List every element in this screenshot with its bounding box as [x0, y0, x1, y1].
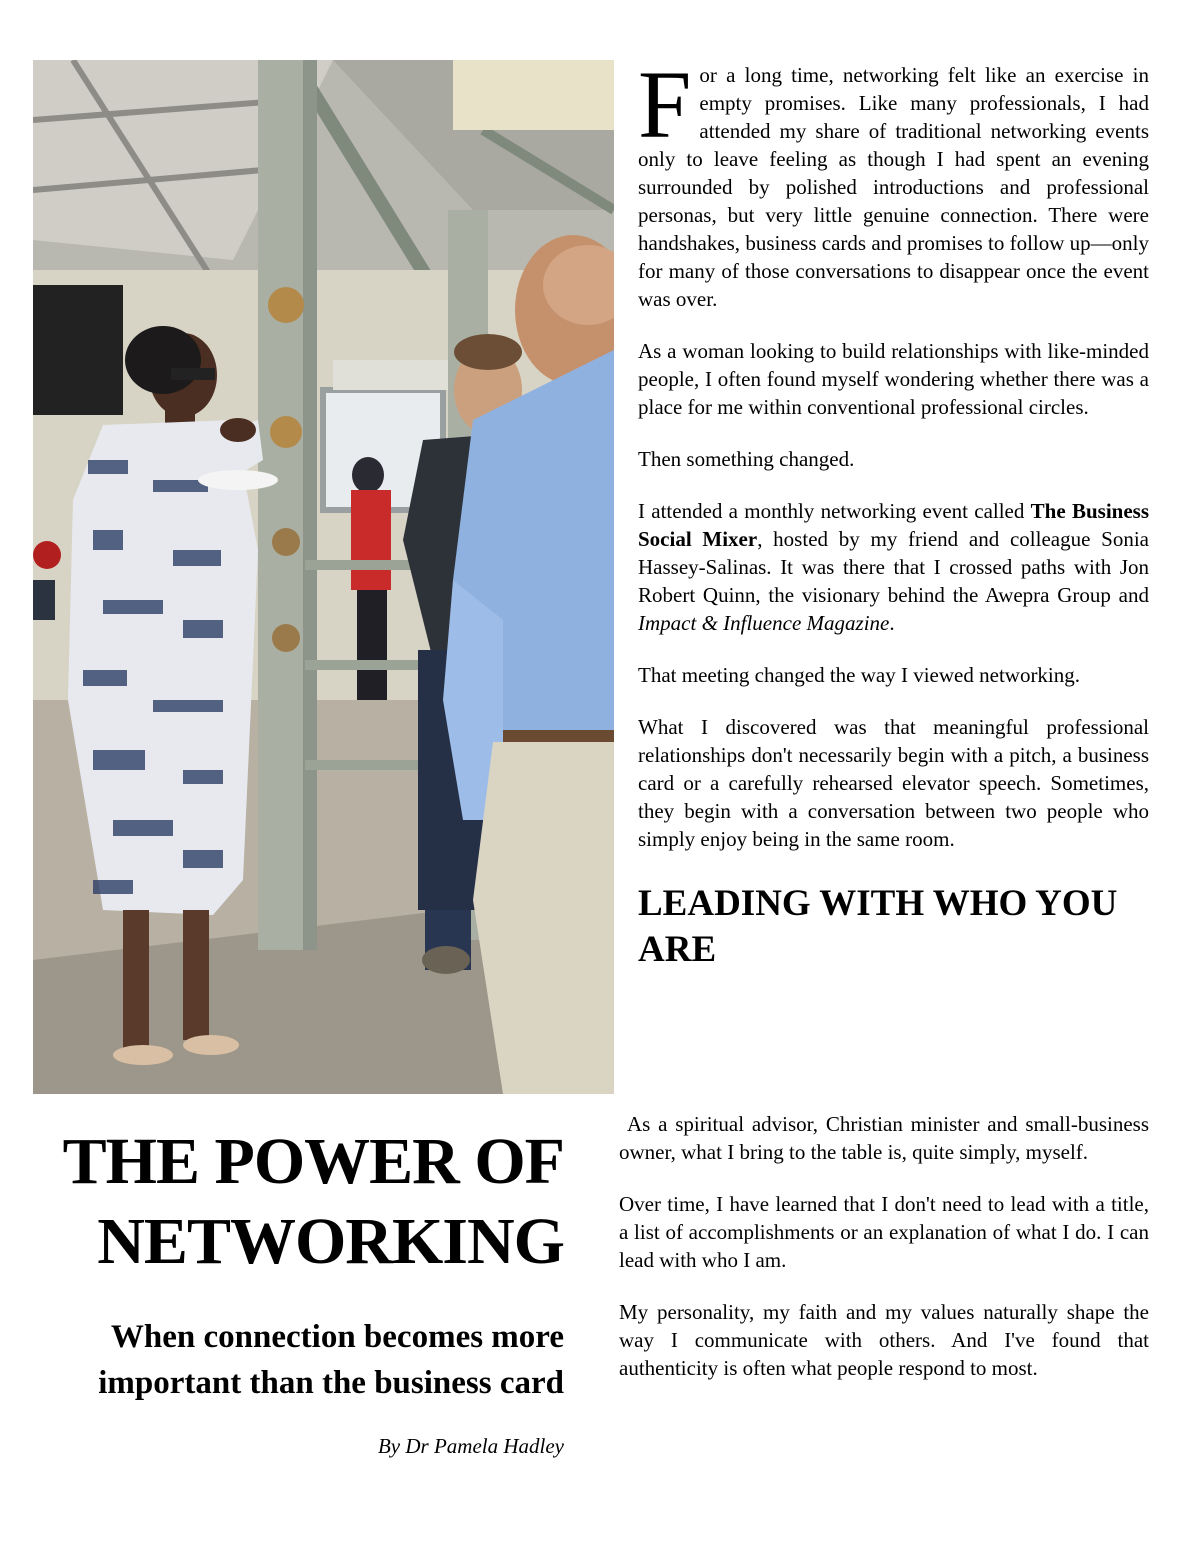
networking-photo-illustration — [33, 60, 614, 1094]
paragraph-4-part-e: . — [889, 611, 895, 635]
paragraph-9: My personality, my faith and my values naturally shape the way I communicate with others. And I've found that authenticity is often what people respond to most. — [619, 1300, 1149, 1380]
intro-text: or a long time, networking felt like an exercise in empty promises. Like many professionals, I had attended my share of traditional networking events only to leave feeling as though I had spent an evening surrounded by polished introductions and professional personas, but very little genuine connection. There were handshakes, business cards and promises to follow up—only for many of those conversations to disappear once the event was over. — [638, 63, 1149, 311]
paragraph-4 — [638, 497, 1149, 637]
article-subtitle: When connection becomes more important than the business card — [98, 1319, 564, 1401]
article-photo — [33, 60, 614, 1094]
paragraph-4-part-a: I attended a monthly networking event called — [638, 499, 1031, 523]
paragraph-5: That meeting changed the way I viewed networking. — [638, 663, 1081, 687]
section-subhead: LEADING WITH WHO YOU ARE — [638, 883, 1118, 970]
magazine-name: Impact & Influence Magazine — [638, 611, 890, 635]
paragraph-7: As a spiritual advisor, Christian minister and small-business owner, what I bring to the table is, quite simply, myself. — [619, 1112, 1149, 1164]
article-title: THE POWER OF NETWORKING — [62, 1125, 564, 1278]
paragraph-8: Over time, I have learned that I don't need to lead with a title, a list of accomplishments or an explanation of what I do. I can lead with who I am. — [619, 1192, 1149, 1272]
event-name: The Business Social Mixer — [638, 499, 1149, 551]
drop-cap: F — [638, 51, 692, 158]
intro-paragraph — [638, 51, 1149, 313]
paragraph-6: What I discovered was that meaningful professional relationships don't necessarily begin with a pitch, a business card or a carefully rehearsed elevator speech. Sometimes, they begin with a conversation between two people who simply enjoy being in the same room. — [638, 715, 1149, 851]
paragraph-2: As a woman looking to build relationships with like-minded people, I often found myself wondering whether there was a place for me within conventional professional circles. — [638, 339, 1149, 419]
article-column-right-top — [638, 51, 1149, 973]
byline: By Dr Pamela Hadley — [377, 1434, 564, 1458]
article-column-right-bottom — [619, 1110, 1149, 1406]
paragraph-4-part-c: , hosted by my friend and colleague Sonia Hassey-Salinas. It was there that I crossed paths with Jon Robert Quinn, the visionary behind the Awepra Group and — [638, 527, 1149, 607]
paragraph-3: Then something changed. — [638, 447, 855, 471]
